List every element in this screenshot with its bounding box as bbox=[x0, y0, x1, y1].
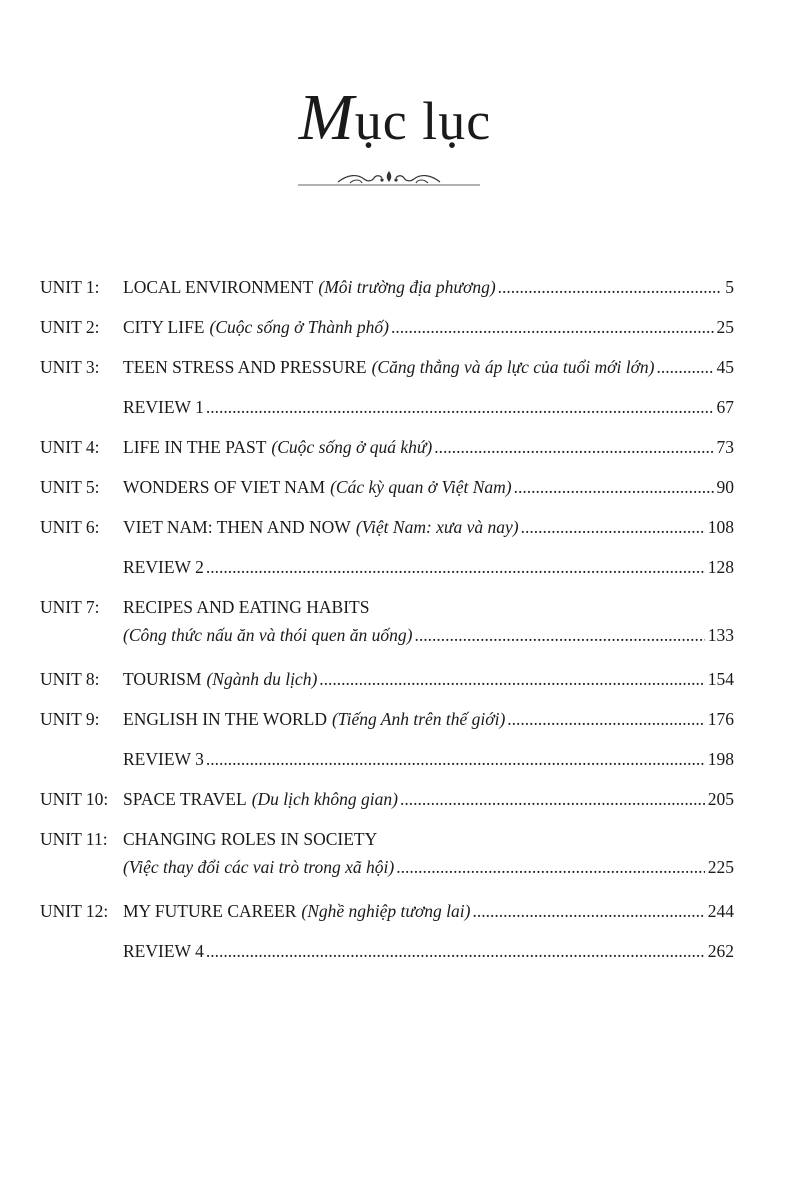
vietnamese-title: (Cuộc sống ở Thành phố) bbox=[209, 317, 389, 337]
page-number: 5 bbox=[725, 277, 734, 297]
unit-number: UNIT 1: bbox=[40, 277, 100, 297]
dot-leader bbox=[319, 668, 704, 690]
english-title: RECIPES AND EATING HABITS bbox=[123, 597, 370, 617]
table-of-contents bbox=[40, 276, 734, 980]
unit-number: UNIT 3: bbox=[40, 357, 100, 377]
toc-entry[interactable] bbox=[40, 436, 734, 476]
dot-leader bbox=[400, 788, 705, 810]
page-number: 73 bbox=[716, 437, 734, 457]
toc-line bbox=[123, 900, 734, 922]
page-number: 133 bbox=[707, 625, 734, 645]
toc-entry[interactable] bbox=[40, 356, 734, 396]
toc-line bbox=[123, 748, 734, 770]
page-number: 205 bbox=[707, 789, 734, 809]
dot-leader bbox=[498, 276, 723, 298]
toc-entry[interactable] bbox=[40, 316, 734, 356]
toc-line bbox=[123, 476, 734, 498]
toc-entry[interactable] bbox=[40, 748, 734, 788]
unit-number: UNIT 12: bbox=[40, 901, 109, 921]
english-title: LOCAL ENVIRONMENT bbox=[123, 277, 314, 297]
english-title: VIET NAM: THEN AND NOW bbox=[123, 517, 351, 537]
dot-leader bbox=[507, 708, 704, 730]
english-title: REVIEW 4 bbox=[123, 941, 204, 961]
dot-leader bbox=[206, 556, 705, 578]
dot-leader bbox=[391, 316, 714, 338]
dot-leader bbox=[514, 476, 714, 498]
unit-number: UNIT 9: bbox=[40, 709, 100, 729]
page-number: 244 bbox=[707, 901, 734, 921]
toc-line bbox=[123, 356, 734, 378]
toc-entry[interactable] bbox=[40, 396, 734, 436]
vietnamese-title: (Căng thẳng và áp lực của tuổi mới lớn) bbox=[371, 357, 655, 377]
toc-entry[interactable] bbox=[40, 708, 734, 748]
toc-line bbox=[123, 596, 734, 618]
toc-entry[interactable] bbox=[40, 788, 734, 828]
page-number: 128 bbox=[707, 557, 734, 577]
unit-number: UNIT 7: bbox=[40, 597, 100, 617]
toc-line bbox=[123, 436, 734, 458]
page-number: 25 bbox=[716, 317, 734, 337]
page-number: 176 bbox=[707, 709, 734, 729]
toc-entry[interactable] bbox=[40, 940, 734, 980]
dot-leader bbox=[206, 940, 705, 962]
vietnamese-title: (Tiếng Anh trên thế giới) bbox=[331, 709, 506, 729]
vietnamese-title: (Nghề nghiệp tương lai) bbox=[301, 901, 471, 921]
toc-entry[interactable] bbox=[40, 668, 734, 708]
toc-entry[interactable] bbox=[40, 516, 734, 556]
english-title: SPACE TRAVEL bbox=[123, 789, 247, 809]
vietnamese-title: (Các kỳ quan ở Việt Nam) bbox=[330, 477, 512, 497]
toc-line bbox=[123, 828, 734, 850]
unit-number: UNIT 6: bbox=[40, 517, 100, 537]
toc-entry[interactable] bbox=[40, 900, 734, 940]
page-title bbox=[0, 81, 790, 154]
toc-line bbox=[123, 516, 734, 538]
page-number: 198 bbox=[707, 749, 734, 769]
page-number: 67 bbox=[716, 397, 734, 417]
english-title: TEEN STRESS AND PRESSURE bbox=[123, 357, 367, 377]
page-number: 90 bbox=[716, 477, 734, 497]
vietnamese-title: (Việt Nam: xưa và nay) bbox=[355, 517, 519, 537]
dot-leader bbox=[415, 624, 705, 646]
toc-line bbox=[123, 276, 734, 298]
page-number: 262 bbox=[707, 941, 734, 961]
page-number: 225 bbox=[707, 857, 734, 877]
toc-line bbox=[123, 708, 734, 730]
unit-number: UNIT 2: bbox=[40, 317, 100, 337]
toc-line bbox=[123, 396, 734, 418]
dot-leader bbox=[206, 748, 705, 770]
english-title: CHANGING ROLES IN SOCIETY bbox=[123, 829, 378, 849]
toc-line bbox=[123, 940, 734, 962]
dot-leader bbox=[521, 516, 705, 538]
english-title: LIFE IN THE PAST bbox=[123, 437, 267, 457]
toc-entry[interactable] bbox=[40, 828, 734, 900]
toc-line bbox=[123, 316, 734, 338]
english-title: REVIEW 2 bbox=[123, 557, 204, 577]
dot-leader bbox=[206, 396, 714, 418]
toc-line bbox=[123, 856, 734, 878]
vietnamese-title: (Công thức nấu ăn và thói quen ăn uống) bbox=[123, 625, 413, 645]
vietnamese-title: (Du lịch không gian) bbox=[251, 789, 398, 809]
title-initial: M bbox=[298, 81, 355, 154]
english-title: CITY LIFE bbox=[123, 317, 205, 337]
unit-number: UNIT 8: bbox=[40, 669, 100, 689]
toc-line bbox=[123, 556, 734, 578]
page-number: 154 bbox=[707, 669, 734, 689]
toc-entry[interactable] bbox=[40, 476, 734, 516]
unit-number: UNIT 4: bbox=[40, 437, 100, 457]
english-title: WONDERS OF VIET NAM bbox=[123, 477, 326, 497]
english-title: REVIEW 1 bbox=[123, 397, 204, 417]
english-title: TOURISM bbox=[123, 669, 202, 689]
title-rest: ục lục bbox=[354, 91, 492, 151]
toc-entry[interactable] bbox=[40, 276, 734, 316]
flourish-ornament-icon bbox=[298, 168, 480, 190]
dot-leader bbox=[396, 856, 705, 878]
page-number: 45 bbox=[716, 357, 734, 377]
page-number: 108 bbox=[707, 517, 734, 537]
vietnamese-title: (Ngành du lịch) bbox=[206, 669, 318, 689]
unit-number: UNIT 11: bbox=[40, 829, 108, 849]
unit-number: UNIT 10: bbox=[40, 789, 109, 809]
toc-line bbox=[123, 668, 734, 690]
toc-line bbox=[123, 624, 734, 646]
dot-leader bbox=[472, 900, 704, 922]
vietnamese-title: (Môi trường địa phương) bbox=[318, 277, 496, 297]
english-title: ENGLISH IN THE WORLD bbox=[123, 709, 327, 729]
toc-line bbox=[123, 788, 734, 810]
unit-number: UNIT 5: bbox=[40, 477, 100, 497]
toc-entry[interactable] bbox=[40, 596, 734, 668]
english-title: REVIEW 3 bbox=[123, 749, 204, 769]
dot-leader bbox=[657, 356, 714, 378]
dot-leader bbox=[434, 436, 713, 458]
english-title: MY FUTURE CAREER bbox=[123, 901, 297, 921]
toc-entry[interactable] bbox=[40, 556, 734, 596]
vietnamese-title: (Cuộc sống ở quá khứ) bbox=[271, 437, 433, 457]
vietnamese-title: (Việc thay đổi các vai trò trong xã hội) bbox=[123, 857, 395, 877]
